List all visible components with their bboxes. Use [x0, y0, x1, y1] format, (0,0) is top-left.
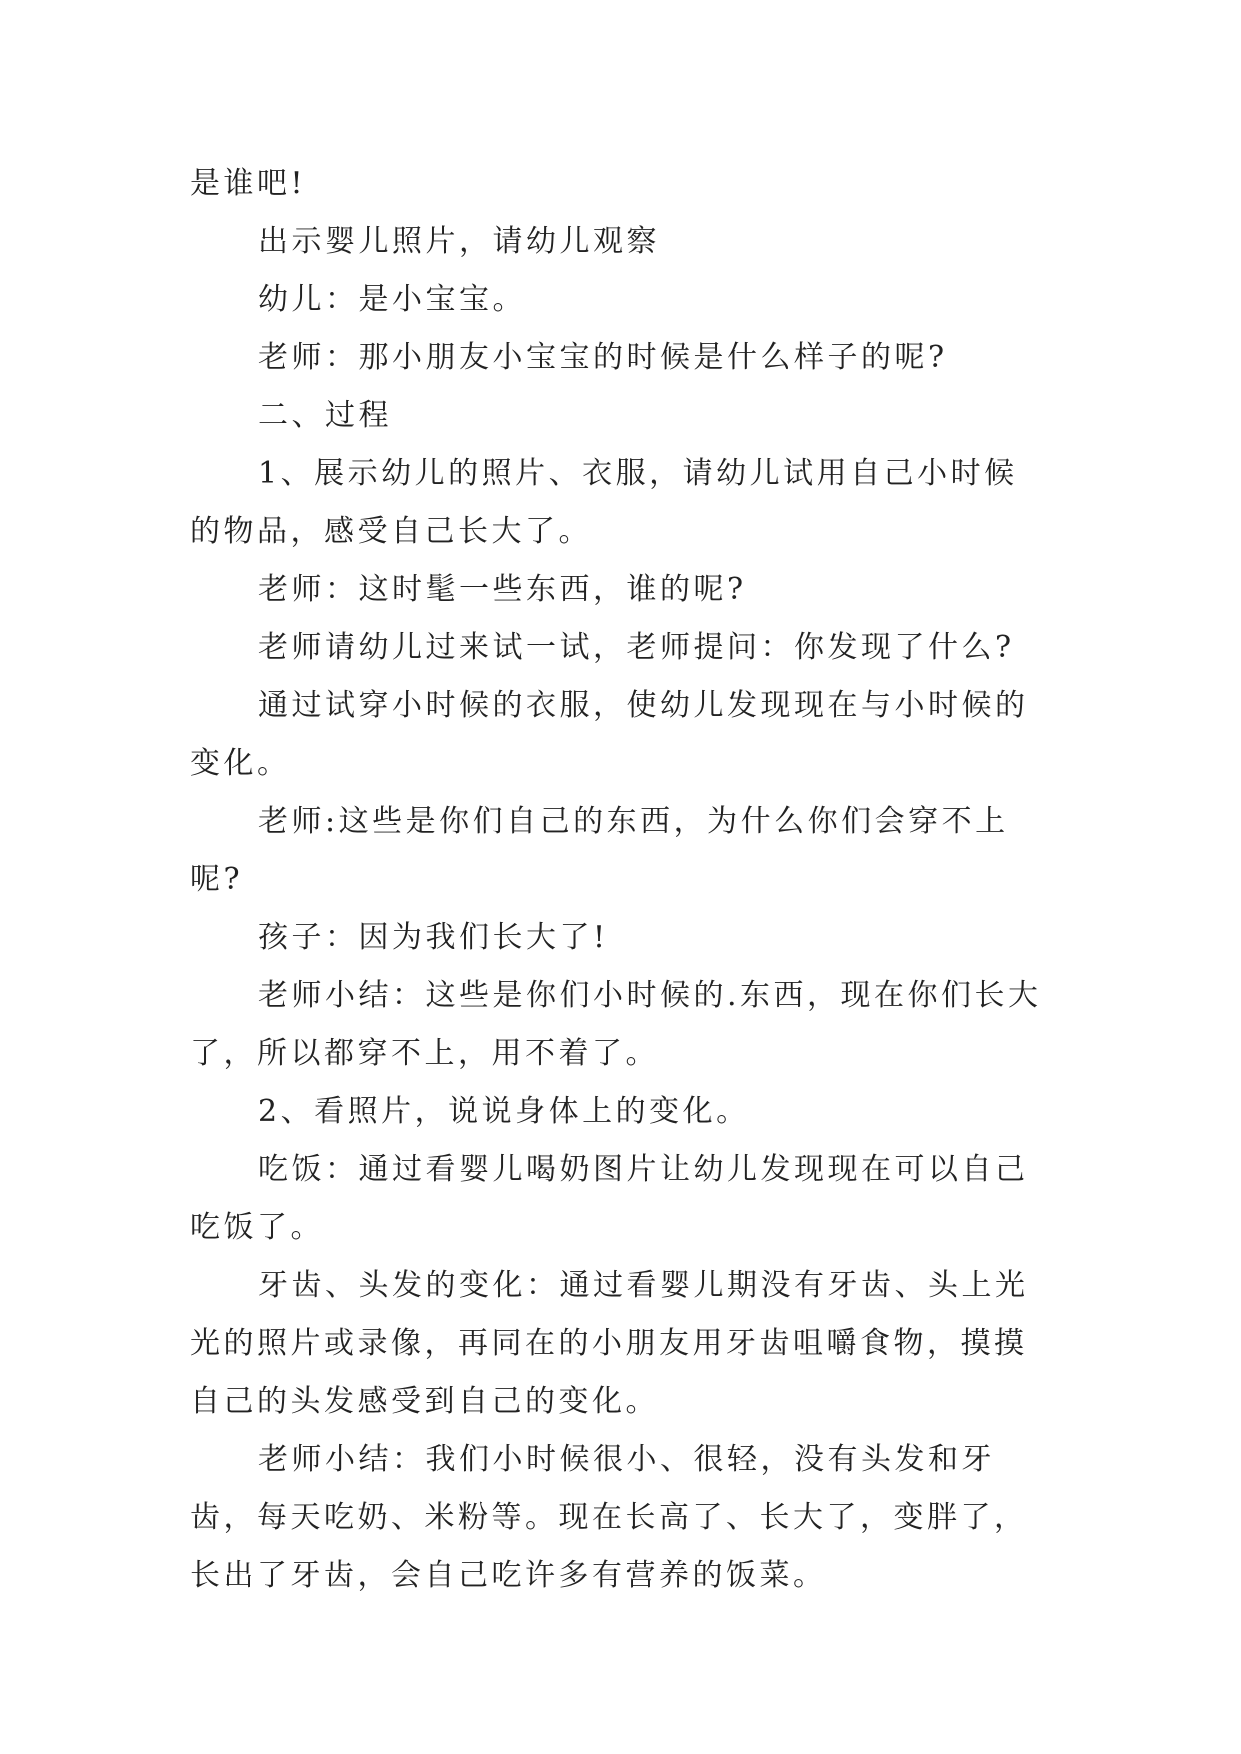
paragraph: 老师:这些是你们自己的东西，为什么你们会穿不上呢?	[190, 804, 1009, 897]
section-heading: 二、过程	[258, 398, 392, 433]
paragraph: 吃饭：通过看婴儿喝奶图片让幼儿发现现在可以自己吃饭了。	[190, 1152, 1029, 1245]
paragraph: 孩子：因为我们长大了!	[258, 920, 609, 955]
paragraph: 幼儿：是小宝宝。	[258, 282, 526, 317]
paragraph: 牙齿、头发的变化：通过看婴儿期没有牙齿、头上光光的照片或录像，再同在的小朋友用牙齿咀嚼食物，摸摸自己的头发感受到自己的变化。	[190, 1268, 1029, 1419]
paragraph: 出示婴儿照片，请幼儿观察	[258, 224, 660, 259]
paragraph: 2、看照片，说说身体上的变化。	[258, 1094, 750, 1129]
paragraph: 1、展示幼儿的照片、衣服，请幼儿试用自己小时候的物品，感受自己长大了。	[190, 456, 1018, 549]
paragraph: 老师请幼儿过来试一试，老师提问：你发现了什么?	[258, 630, 1015, 665]
document-body	[190, 155, 1050, 1605]
paragraph: 是谁吧!	[190, 166, 307, 201]
paragraph: 老师：那小朋友小宝宝的时候是什么样子的呢?	[258, 340, 948, 375]
paragraph: 老师小结：这些是你们小时候的.东西，现在你们长大了，所以都穿不上，用不着了。	[190, 978, 1042, 1071]
paragraph: 老师：这时髦一些东西，谁的呢?	[258, 572, 747, 607]
paragraph: 通过试穿小时候的衣服，使幼儿发现现在与小时候的变化。	[190, 688, 1029, 781]
paragraph: 老师小结：我们小时候很小、很轻，没有头发和牙齿，每天吃奶、米粉等。现在长高了、长大了，变胖了，长出了牙齿，会自己吃许多有营养的饭菜。	[190, 1442, 1028, 1593]
